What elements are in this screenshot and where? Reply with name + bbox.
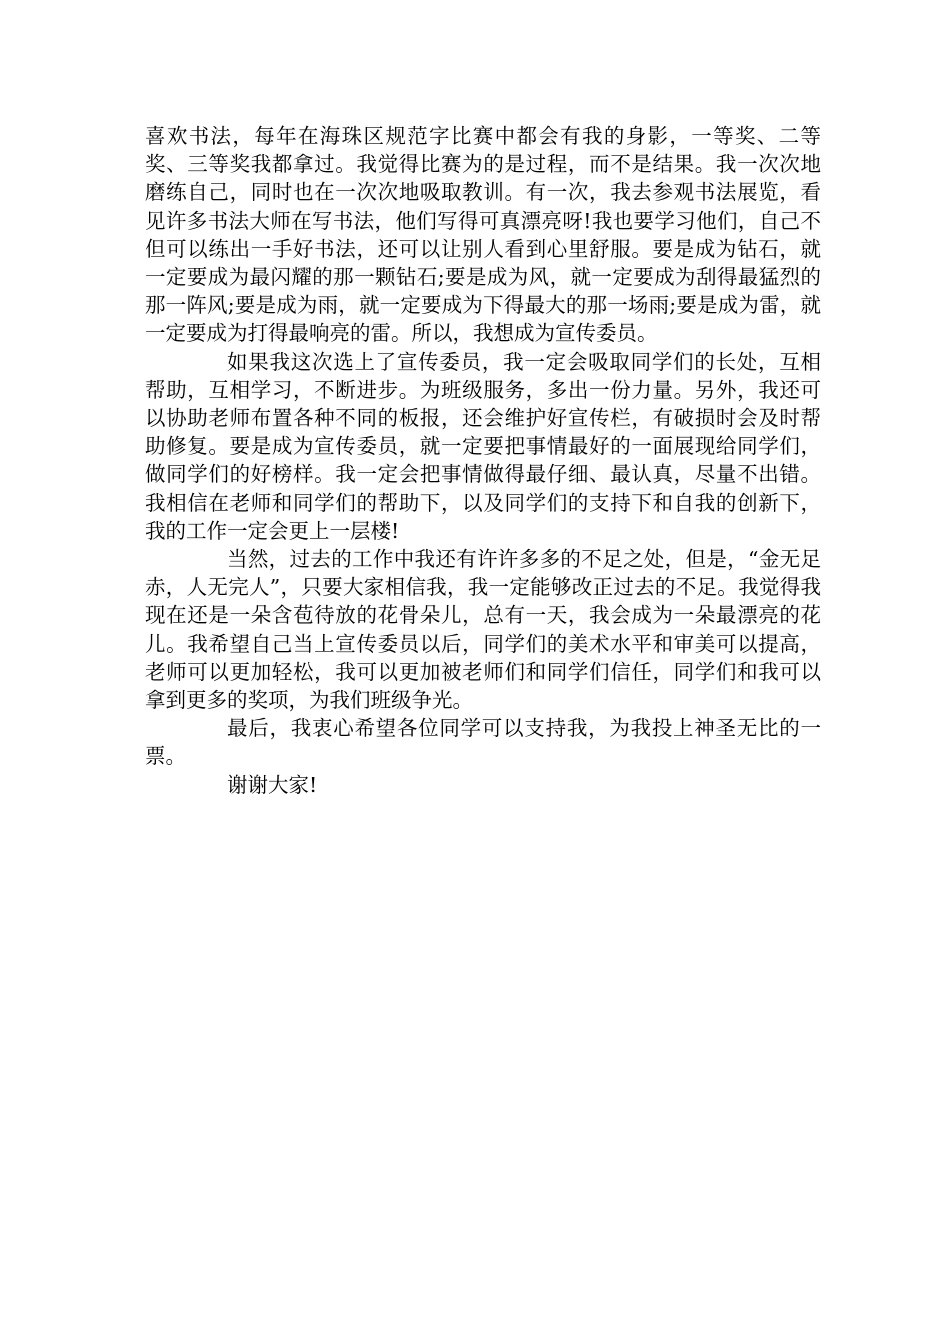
paragraph-2: 如果我这次选上了宣传委员，我一定会吸取同学们的长处，互相帮助，互相学习，不断进步。为班级服务，多出一份力量。另外，我还可以协助老师布置各种不同的板报，还会维护好宣传栏，有破损时会及时帮助修复。要是成为宣传委员，就一定要把事情最好的一面展现给同学们，做同学们的好榜样。我一定会把事情做得最仔细、最认真，尽量不出错。我相信在老师和同学们的帮助下，以及同学们的支持下和自我的创新下，我的工作一定会更上一层楼!: [145, 349, 821, 543]
document-body: [145, 122, 821, 799]
paragraph-4: 最后，我衷心希望各位同学可以支持我，为我投上神圣无比的一票。: [145, 716, 821, 769]
closing-thanks: 谢谢大家!: [227, 772, 318, 797]
paragraph-3: 当然，过去的工作中我还有许许多多的不足之处，但是，“金无足赤，人无完人”，只要大家相信我，我一定能够改正过去的不足。我觉得我现在还是一朵含苞待放的花骨朵儿，总有一天，我会成为一朵最漂亮的花儿。我希望自己当上宣传委员以后，同学们的美术水平和审美可以提高，老师可以更加轻松，我可以更加被老师们和同学们信任，同学们和我可以拿到更多的奖项，为我们班级争光。: [145, 547, 821, 713]
paragraph-1: 喜欢书法，每年在海珠区规范字比赛中都会有我的身影，一等奖、二等奖、三等奖我都拿过。我觉得比赛为的是过程，而不是结果。我一次次地磨练自己，同时也在一次次地吸取教训。有一次，我去参观书法展览，看见许多书法大师在写书法，他们写得可真漂亮呀!我也要学习他们，自己不但可以练出一手好书法，还可以让别人看到心里舒服。要是成为钻石，就一定要成为最闪耀的那一颗钻石;要是成为风，就一定要成为刮得最猛烈的那一阵风;要是成为雨，就一定要成为下得最大的那一场雨;要是成为雷，就一定要成为打得最响亮的雷。所以，我想成为宣传委员。: [145, 124, 821, 346]
